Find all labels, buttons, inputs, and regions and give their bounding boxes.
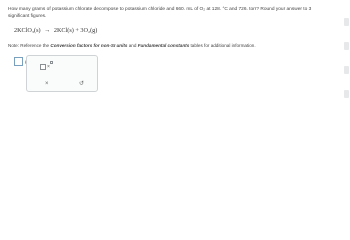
equation-reactants: 2KClO₃(s) bbox=[14, 27, 41, 34]
question-text: How many grams of potassium chlorate decompose to potassium chloride and 660. mL of O₂ at 128. °C and 726. torr? Round your answer to 3 significant figures. bbox=[8, 7, 312, 20]
undo-button[interactable]: ↺ bbox=[79, 81, 85, 87]
edge-tab-3[interactable] bbox=[344, 66, 349, 74]
edge-tab-1[interactable] bbox=[344, 18, 349, 26]
equation-arrow: → bbox=[44, 27, 51, 34]
chemical-equation bbox=[14, 27, 97, 34]
clear-button[interactable]: × bbox=[45, 81, 49, 87]
equation-products: 2KCl(s) + 3O₂(g) bbox=[53, 27, 98, 34]
edge-tab-2[interactable] bbox=[344, 42, 349, 50]
times-sign: × bbox=[47, 64, 50, 70]
reference-note bbox=[8, 43, 338, 49]
exponent-box-icon bbox=[50, 61, 53, 64]
answer-input[interactable] bbox=[14, 57, 23, 66]
x10-power-icon bbox=[40, 64, 46, 70]
fundamental-constants-link[interactable]: Fundamental constants bbox=[137, 43, 190, 48]
right-edge-tabs bbox=[342, 0, 350, 139]
answer-toolbox bbox=[26, 55, 98, 92]
note-prefix: Note: Reference the bbox=[8, 43, 51, 48]
note-suffix: tables for additional information. bbox=[189, 43, 256, 48]
scientific-notation-button[interactable] bbox=[40, 61, 54, 70]
conversion-factors-link[interactable]: Conversion factors for non-SI units bbox=[50, 43, 128, 48]
edge-tab-4[interactable] bbox=[344, 90, 349, 98]
note-middle: and bbox=[127, 43, 138, 48]
